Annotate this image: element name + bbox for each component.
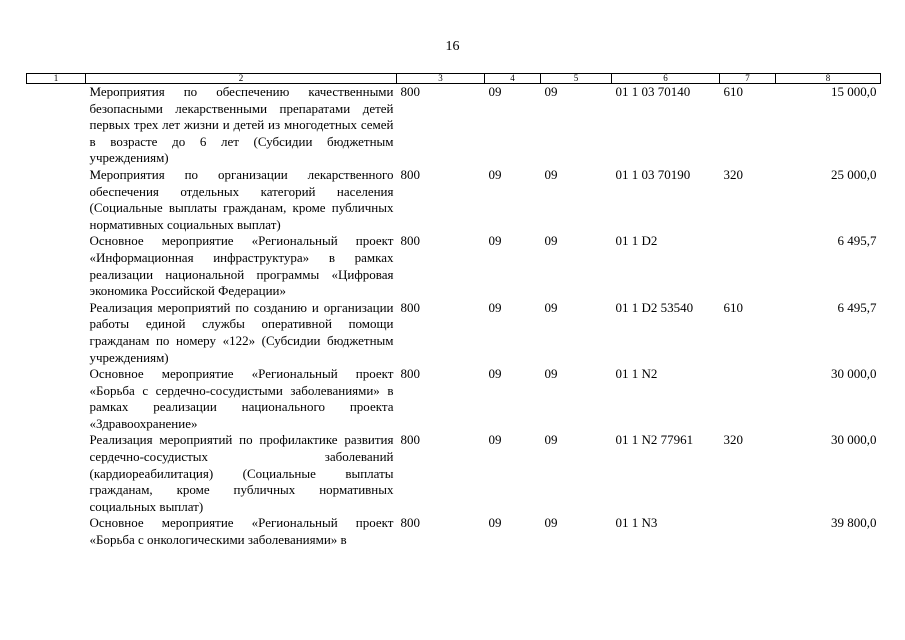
cell-subsection: 09	[544, 515, 558, 531]
cell-target: 01 1 N2 77961	[615, 432, 694, 448]
cell-amount: 6 495,7	[837, 299, 877, 315]
cell-no	[27, 300, 86, 366]
cell-section: 09	[488, 299, 502, 315]
cell-ministry: 800	[400, 166, 420, 182]
cell-subsection: 09	[544, 84, 558, 99]
cell-expense-type: 320	[723, 166, 743, 182]
cell-target: 01 1 D2	[615, 233, 658, 249]
cell-name: Основное мероприятие «Региональный проект «Борьба с онкологическими заболеваниями» в	[89, 515, 394, 548]
cell-target: 01 1 D2 53540	[615, 299, 694, 315]
budget-table	[26, 73, 881, 549]
cell-amount: 6 495,7	[837, 233, 877, 249]
cell-ministry: 800	[400, 233, 420, 249]
cell-expense-type	[720, 233, 776, 299]
cell-section: 09	[488, 166, 502, 182]
header-row	[27, 74, 881, 84]
cell-ministry: 800	[400, 299, 420, 315]
cell-amount: 15 000,0	[831, 84, 877, 99]
table-row	[27, 167, 881, 233]
cell-no	[27, 366, 86, 432]
header-col-7: 7	[720, 74, 776, 84]
table-header	[27, 74, 881, 84]
cell-target: 01 1 N3	[615, 515, 658, 531]
cell-name: Мероприятия по организации лекарственного обеспечения отдельных категорий населения (Социальные выплаты гражданам, кроме публичных нормативных социальных выплат)	[89, 166, 394, 232]
cell-expense-type	[720, 366, 776, 432]
cell-ministry: 800	[400, 432, 420, 448]
table-row	[27, 233, 881, 299]
cell-section: 09	[488, 84, 502, 99]
table-row	[27, 515, 881, 548]
cell-name: Основное мероприятие «Региональный проект «Борьба с сердечно-сосудистыми заболеваниями» в рамках реализации национального проекта «Здравоохранение»	[89, 366, 394, 431]
cell-no	[27, 167, 86, 233]
table-row	[27, 84, 881, 167]
cell-target: 01 1 N2	[615, 366, 658, 382]
header-col-6: 6	[612, 74, 720, 84]
cell-ministry: 800	[400, 366, 420, 382]
cell-target: 01 1 03 70140	[615, 84, 691, 99]
table-row	[27, 300, 881, 366]
cell-name: Основное мероприятие «Региональный проект «Информационная инфраструктура» в рамках реализации национальной программы «Цифровая экономика Российской Федерации»	[89, 233, 394, 299]
cell-section: 09	[488, 366, 502, 382]
cell-subsection: 09	[544, 432, 558, 448]
cell-name: Реализация мероприятий по профилактике развития сердечно-сосудистых заболеваний (кардиореабилитация) (Социальные выплаты гражданам, кроме публичных нормативных социальных выплат)	[89, 432, 394, 514]
cell-name: Мероприятия по обеспечению качественными безопасными лекарственными препаратами детей первых трех лет жизни и детей из многодетных семей в возрасте до 6 лет (Субсидии бюджетным учреждениям)	[89, 84, 394, 166]
header-col-3: 3	[397, 74, 485, 84]
cell-expense-type: 320	[723, 432, 743, 448]
cell-section: 09	[488, 515, 502, 531]
cell-no	[27, 233, 86, 299]
cell-no	[27, 432, 86, 515]
cell-target: 01 1 03 70190	[615, 166, 691, 182]
cell-amount: 30 000,0	[831, 366, 877, 382]
header-col-8: 8	[776, 74, 881, 84]
cell-amount: 25 000,0	[831, 166, 877, 182]
cell-ministry: 800	[400, 515, 420, 531]
header-col-5: 5	[541, 74, 612, 84]
cell-section: 09	[488, 432, 502, 448]
cell-subsection: 09	[544, 233, 558, 249]
header-col-4: 4	[485, 74, 541, 84]
table-row	[27, 366, 881, 432]
cell-subsection: 09	[544, 299, 558, 315]
cell-expense-type: 610	[723, 299, 743, 315]
page-number: 16	[445, 39, 460, 54]
table-body	[27, 84, 881, 549]
header-col-2: 2	[86, 74, 397, 84]
cell-section: 09	[488, 233, 502, 249]
cell-amount: 39 800,0	[831, 515, 877, 531]
cell-no	[27, 84, 86, 167]
cell-ministry: 800	[400, 84, 420, 99]
header-col-1: 1	[27, 74, 86, 84]
cell-expense-type	[720, 515, 776, 548]
cell-amount: 30 000,0	[831, 432, 877, 448]
cell-expense-type: 610	[723, 84, 743, 99]
cell-subsection: 09	[544, 366, 558, 382]
cell-subsection: 09	[544, 166, 558, 182]
cell-no	[27, 515, 86, 548]
cell-name: Реализация мероприятий по созданию и организации работы единой службы оперативной помощи гражданам по номеру «122» (Субсидии бюджетным учреждениям)	[89, 299, 394, 365]
table-row	[27, 432, 881, 515]
